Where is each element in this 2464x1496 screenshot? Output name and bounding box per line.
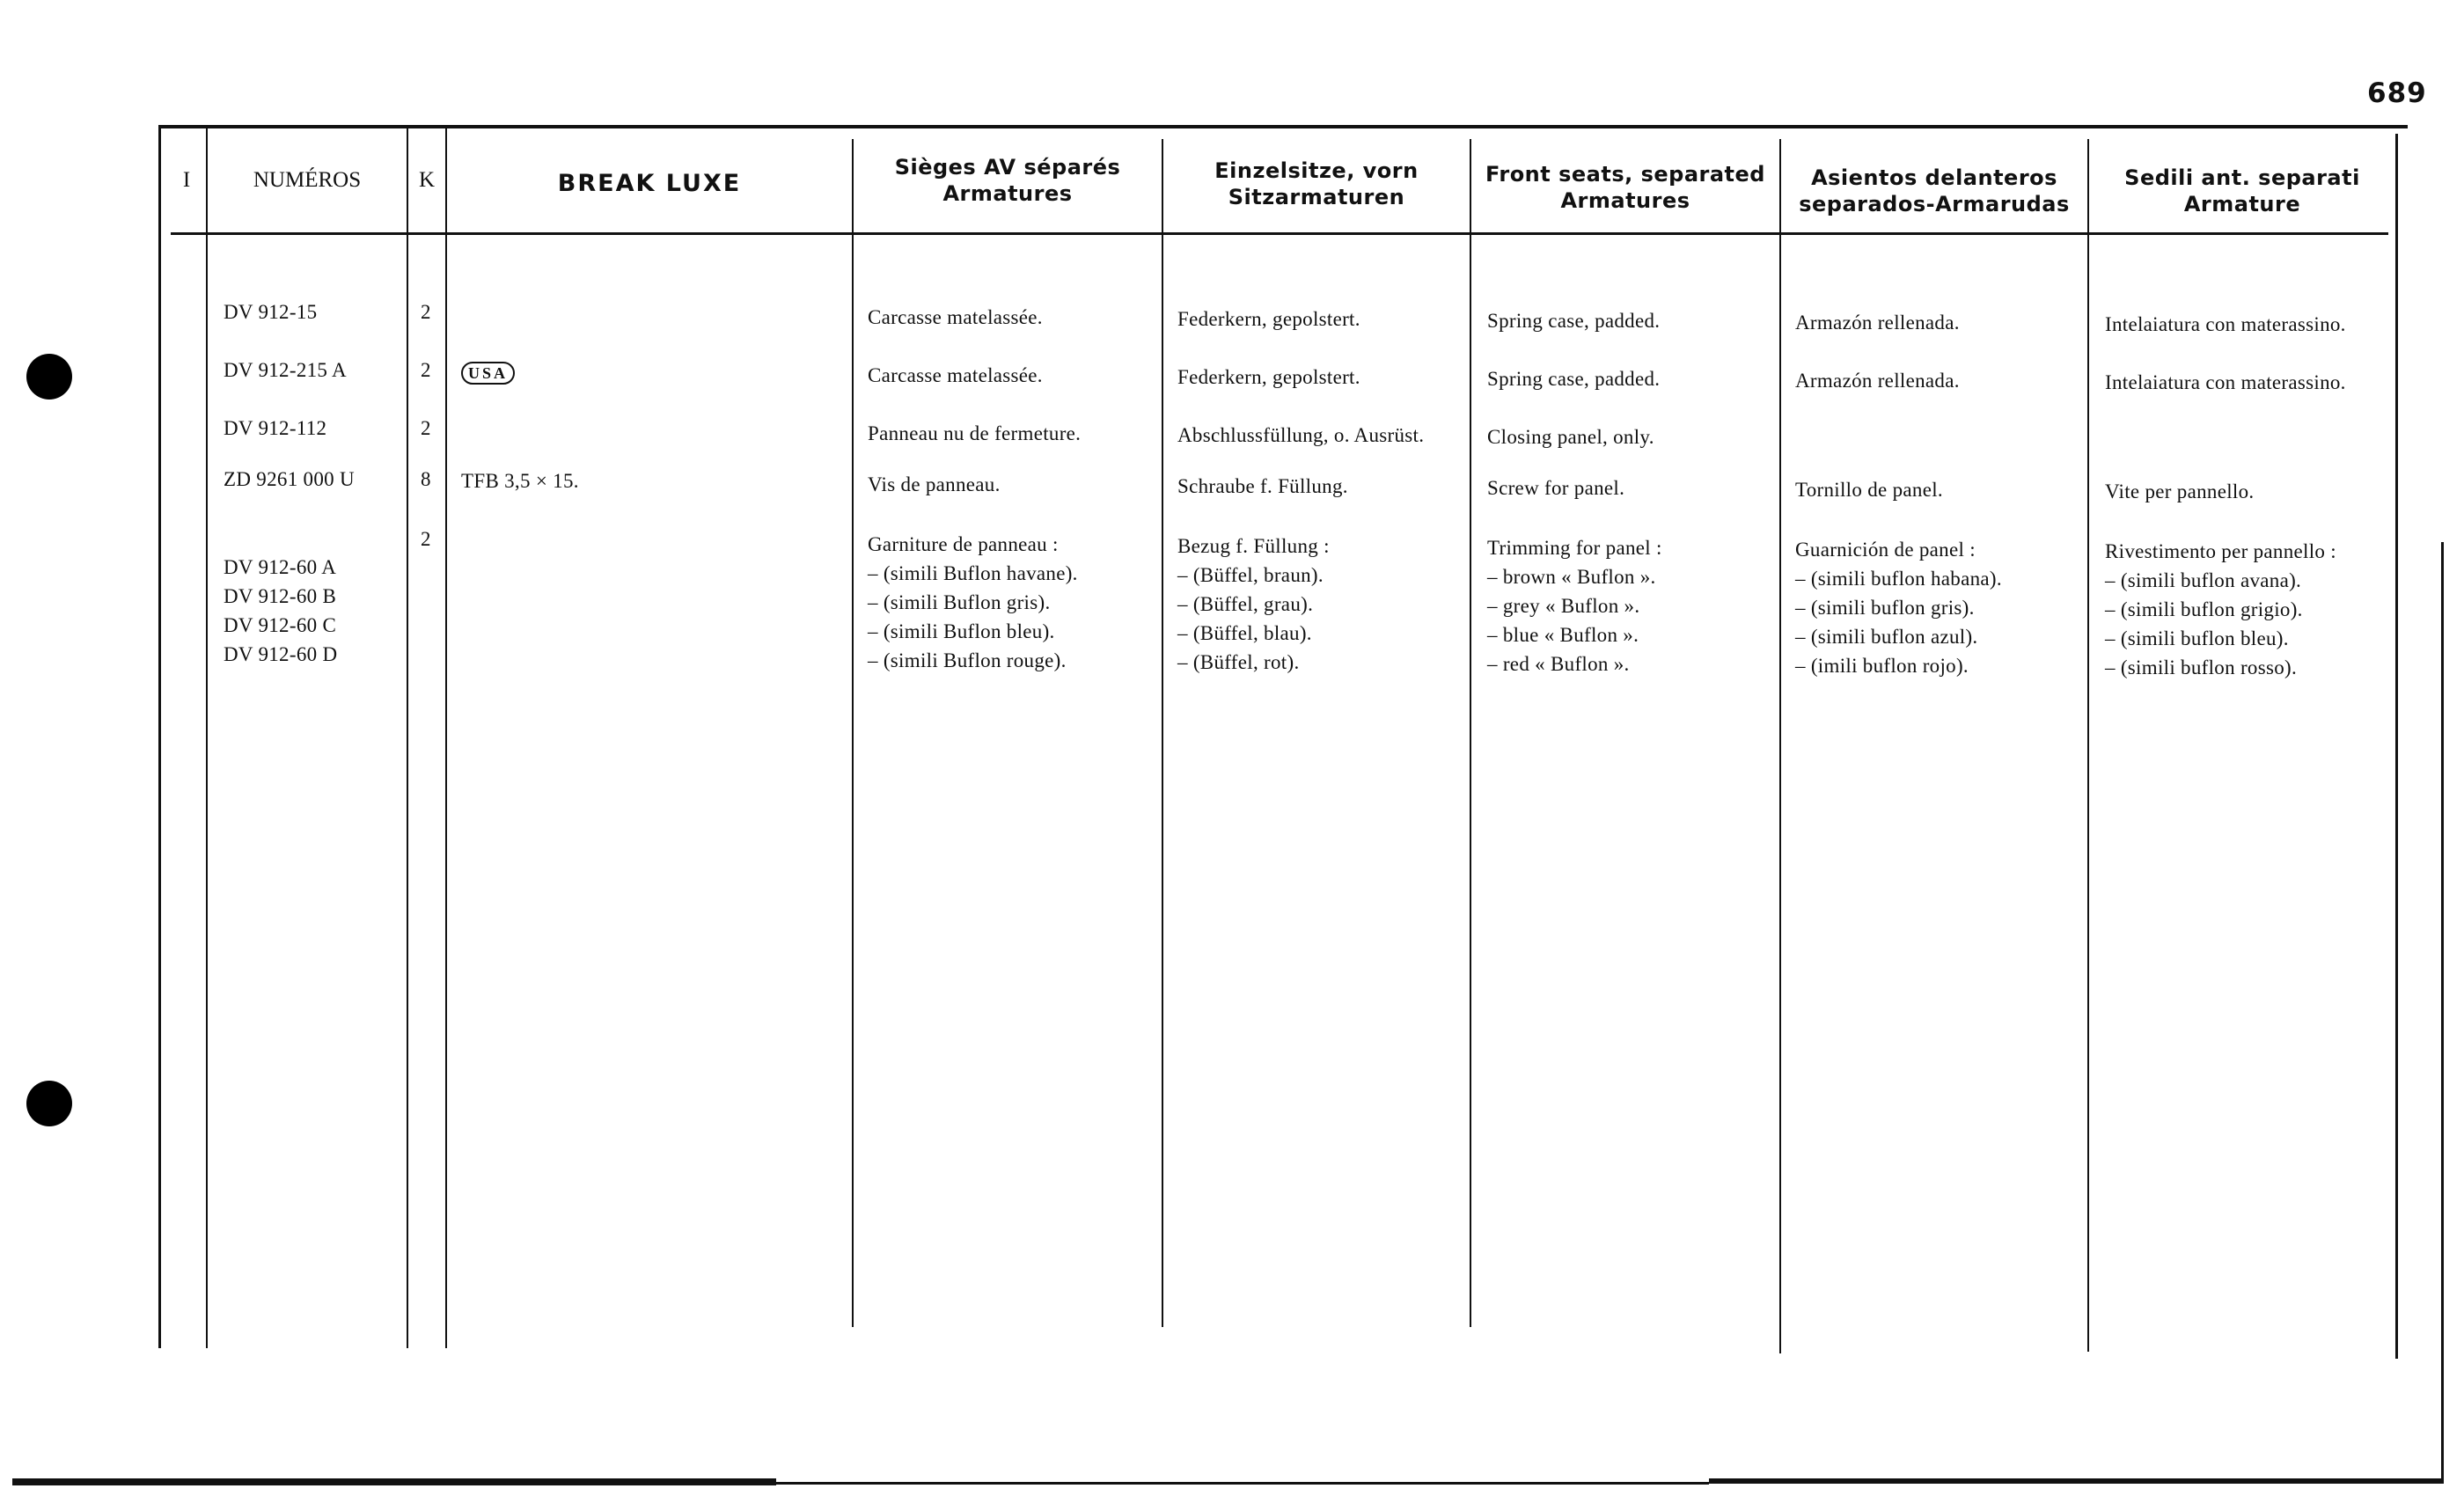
row2-de: Federkern, gepolstert. — [1177, 366, 1360, 388]
header-i: I — [182, 168, 191, 192]
row2-en: Spring case, padded. — [1487, 368, 1661, 390]
header-k: K — [418, 168, 436, 192]
col-divider-en — [1779, 139, 1781, 1353]
binder-hole-bottom — [26, 1081, 72, 1126]
row2-k: 2 — [421, 359, 431, 381]
row5-number-c: DV 912-60 C — [224, 614, 337, 636]
header-french-line2: Armatures — [942, 181, 1073, 206]
row5-it-line2: – (simili buflon avana). — [2105, 569, 2302, 591]
row5-it-line1: Rivestimento per pannello : — [2105, 540, 2336, 562]
row5-es-line4: – (simili buflon azul). — [1795, 626, 1978, 648]
row4-fr: Vis de panneau. — [868, 473, 1001, 495]
row3-fr: Panneau nu de fermeture. — [868, 422, 1082, 444]
row5-de-line2: – (Büffel, braun). — [1177, 564, 1324, 586]
header-german — [1163, 144, 1470, 224]
col-divider-de — [1470, 139, 1471, 1327]
header-french-line1: Sièges AV séparés — [894, 155, 1121, 180]
row1-it: Intelaiatura con materassino. — [2105, 313, 2346, 335]
row5-es-line5: – (imili buflon rojo). — [1795, 655, 1969, 677]
row4-number: ZD 9261 000 U — [224, 468, 355, 490]
row5-en-line2: – brown « Buflon ». — [1487, 566, 1656, 588]
row5-it-line5: – (simili buflon rosso). — [2105, 656, 2298, 678]
row1-number: DV 912-15 — [224, 301, 318, 323]
row4-de: Schraube f. Füllung. — [1177, 475, 1348, 497]
row4-model: TFB 3,5 × 15. — [461, 470, 579, 492]
row1-k: 2 — [421, 301, 431, 323]
row5-fr-line5: – (simili Buflon rouge). — [868, 649, 1067, 671]
row3-k: 2 — [421, 417, 431, 439]
header-model: BREAK LUXE — [557, 170, 742, 197]
page-right-edge — [2441, 542, 2444, 1484]
row5-de-line5: – (Büffel, rot). — [1177, 651, 1300, 673]
col-divider-model — [852, 139, 854, 1327]
row2-it: Intelaiatura con materassino. — [2105, 371, 2346, 393]
header-english-line2: Armatures — [1560, 188, 1690, 213]
row5-es-line3: – (simili buflon gris). — [1795, 597, 1975, 619]
header-german-line2: Sitzarmaturen — [1228, 185, 1405, 209]
header-bottom-border — [171, 232, 2388, 235]
col-divider-numeros — [407, 125, 408, 1348]
page-bottom-rule-left — [12, 1478, 776, 1485]
row3-number: DV 912-112 — [224, 417, 327, 439]
col-divider-es — [2087, 139, 2089, 1352]
row4-es: Tornillo de panel. — [1795, 479, 1943, 501]
row4-it: Vite per pannello. — [2105, 480, 2255, 502]
row5-numbers — [224, 553, 337, 669]
row5-en-line5: – red « Buflon ». — [1487, 653, 1630, 675]
table-left-border — [158, 125, 161, 1348]
header-italian-line2: Armature — [2183, 192, 2301, 216]
header-numeros: NUMÉROS — [253, 168, 362, 192]
row5-k: 2 — [421, 528, 431, 550]
header-spanish-line1: Asientos delanteros — [1811, 165, 2057, 190]
table-right-border — [2395, 134, 2398, 1359]
row5-en-line3: – grey « Buflon ». — [1487, 595, 1640, 617]
row5-it-line4: – (simili buflon bleu). — [2105, 627, 2289, 649]
col-divider-k — [445, 125, 447, 1348]
header-english — [1471, 148, 1779, 227]
row5-de-line4: – (Büffel, blau). — [1177, 622, 1312, 644]
row4-k: 8 — [421, 468, 431, 490]
row5-fr-line3: – (simili Buflon gris). — [868, 591, 1051, 613]
row3-en: Closing panel, only. — [1487, 426, 1654, 448]
row1-en: Spring case, padded. — [1487, 310, 1661, 332]
row2-es: Armazón rellenada. — [1795, 370, 1960, 392]
col-divider-i — [206, 125, 208, 1348]
header-english-line1: Front seats, separated — [1485, 162, 1765, 187]
row2-number: DV 912-215 A — [224, 359, 347, 381]
header-italian-line1: Sedili ant. separati — [2124, 165, 2360, 190]
row5-it — [2105, 537, 2336, 682]
row5-de-line3: – (Büffel, grau). — [1177, 593, 1314, 615]
binder-hole-top — [26, 354, 72, 400]
header-italian — [2089, 151, 2395, 231]
row5-fr-line2: – (simili Buflon havane). — [868, 562, 1078, 584]
header-spanish-line2: separados-Armarudas — [1799, 192, 2070, 216]
row1-es: Armazón rellenada. — [1795, 312, 1960, 334]
row2-model — [461, 357, 515, 386]
row5-number-a: DV 912-60 A — [224, 556, 337, 578]
usa-badge: USA — [461, 362, 515, 385]
row5-es — [1795, 535, 2002, 680]
header-spanish — [1781, 151, 2087, 231]
row5-en-line1: Trimming for panel : — [1487, 537, 1662, 559]
row5-number-b: DV 912-60 B — [224, 585, 337, 607]
page-number: 689 — [2367, 77, 2427, 109]
row5-es-line1: Guarnición de panel : — [1795, 539, 1976, 561]
row5-en-line4: – blue « Buflon ». — [1487, 624, 1639, 646]
row5-de-line1: Bezug f. Füllung : — [1177, 535, 1330, 557]
page-bottom-rule-right — [1709, 1478, 2443, 1484]
row5-number-d: DV 912-60 D — [224, 643, 338, 665]
row1-de: Federkern, gepolstert. — [1177, 308, 1360, 330]
row2-fr: Carcasse matelassée. — [868, 364, 1043, 386]
row5-de — [1177, 532, 1330, 677]
row3-de: Abschlussfüllung, o. Ausrüst. — [1177, 424, 1425, 446]
row5-es-line2: – (simili buflon habana). — [1795, 568, 2002, 590]
header-german-line1: Einzelsitze, vorn — [1214, 158, 1419, 183]
row5-fr-line1: Garniture de panneau : — [868, 533, 1059, 555]
col-divider-fr — [1162, 139, 1163, 1327]
row5-en — [1487, 533, 1662, 678]
row5-fr-line4: – (simili Buflon bleu). — [868, 620, 1055, 642]
row1-fr: Carcasse matelassée. — [868, 306, 1043, 328]
row5-fr — [868, 530, 1078, 675]
page-bottom-rule — [776, 1482, 1709, 1485]
header-french — [854, 141, 1162, 220]
row4-en: Screw for panel. — [1487, 477, 1625, 499]
table-top-border — [160, 125, 2408, 128]
row5-it-line3: – (simili buflon grigio). — [2105, 598, 2303, 620]
